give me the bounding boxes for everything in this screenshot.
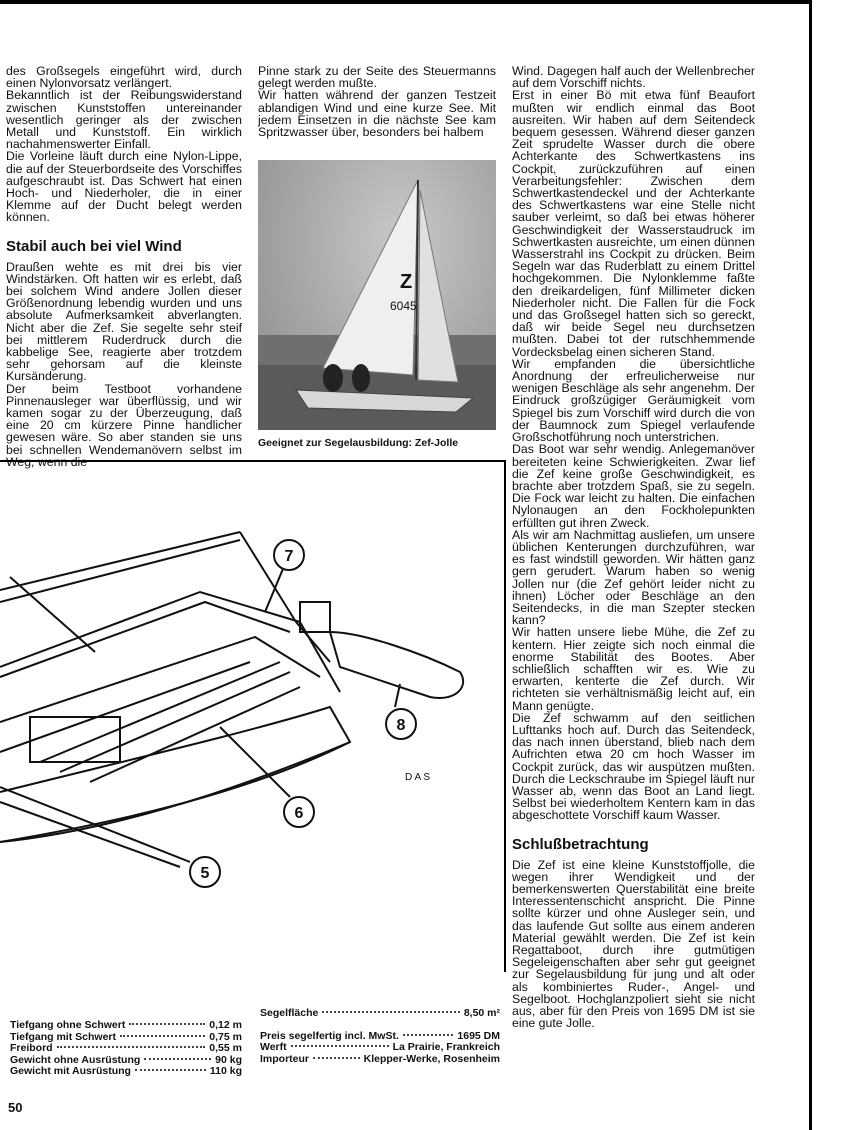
boat-diagram: [0, 460, 506, 972]
col3-paragraph: Wir hatten unsere liebe Mühe, die Zef zu kentern. Hier zeigte sich noch einmal die enorme Stabilität des Bootes. Aber schließlich schafften wir es. Wie zu erwarten, kenterte die Zef durch. Wir richteten sie verhältnismäßig leicht auf, ein Mann genügte.: [512, 625, 755, 713]
spec-row: Freibord 0,55 m: [10, 1042, 242, 1054]
section-heading-schluss: Schlußbetrachtung: [512, 835, 649, 853]
spec-row: Importeur Klepper-Werke, Rosenheim: [260, 1052, 500, 1065]
col1-paragraph: Die Vorleine läuft durch eine Nylon-Lippe, die auf der Steuerbordseite des Vorschiffes aufgeschraubt ist. Das Schwert hat einen Hoch- und Niederholer, die in einer Klemme auf der Ducht belegt werden können.: [6, 149, 242, 225]
col3-paragraph: Erst in einer Bö mit etwa fünf Beaufort mußten wir endlich einmal das Boot ausreiten. Wir haben auf dem Seitendeck bequem gesessen. Während dieser ganzen Zeit sprudelte Wasser durch die obere Achterkante des Schwertkastens ins Cockpit, zurückzuführen auf einen Verarbeitungsfehler: Zwischen dem Schwertkastendeckel und der Achterkante des Schwertkastens war eine Stelle nicht sauber verleimt, so daß bei etwas höherer Geschwindigkeit der Wasserstaudruck im Schwertkasten ausreichte, um einen dünnen Wasserstrahl ins Cockpit zu drücken. Beim Segeln war das Ruderblatt zu einem Drittel hochgekommen. Die Nylonklemme faßte den dreikardeligen, fünf Millimeter dicken Niederholer nicht. Die Fallen für die Fock und das Großsegel hatten sich so gereckt, daß wir beide Segel neu durchsetzen mußten. Dabei tot der rutschhemmende Vordecksbelag einen sicheren Stand.: [512, 88, 755, 359]
col3-paragraph: Wir empfanden die übersichtliche Anordnung der erfreulicherweise nur wenigen Beschläge als sehr angenehm. Der Eindruck großzügiger Geräumigkeit vom Spiegel bis zum Vorschiff wird durch die von der Baumnock zum Spiegel verlaufende Großschotführung noch unterstrichen.: [512, 356, 755, 445]
spec-row: Segelfläche 8,50 m²: [260, 1007, 500, 1019]
column-1: [6, 65, 242, 468]
col2-paragraph: Pinne stark zu der Seite des Steuermanns gelegt werden mußte.: [258, 64, 496, 91]
spec-row: Tiefgang ohne Schwert 0,12 m: [10, 1019, 242, 1031]
sailboat-photo: [258, 160, 496, 430]
callout-6: 6: [294, 805, 304, 822]
col3-paragraph: Das Boot war sehr wendig. Anlegemanöver bereiteten keine Schwierigkeiten. Zwar lief die Zef keine große Geschwindigkeit, es brachte aber trotzdem Spaß, sie zu segeln. Die Fock war leicht zu halten. Die einfachen Nylonaugen an den Fockholepunkten erfüllten gut ihren Zweck.: [512, 442, 755, 530]
spec-row: Preis segelfertig incl. MwSt. 1695 DM: [260, 1029, 500, 1042]
right-rule: [809, 0, 812, 1130]
column-2: [258, 65, 496, 138]
spec-row: Gewicht mit Ausrüstung 110 kg: [10, 1065, 242, 1077]
col1-paragraph: Bekanntlich ist der Reibungswiderstand zwischen Kunststoffen untereinander wesentlich geringer als der zwischen Metall und Kunststoff. Ein wirklich nachahmenswerter Einfall.: [6, 88, 242, 152]
sail-number: 6045: [390, 299, 417, 313]
col1-paragraph: Draußen wehte es mit drei bis vier Windstärken. Oft hatten wir es erlebt, daß bei solchem Wind andere Jollen dieser Größenordnung lebendig wurden und uns absolute Aufmerksamkeit abverlangten. Nicht aber die Zef. Sie segelte sehr steif bei mittlerem Ruderdruck durch die kabbelige See, reagierte aber trotzdem sehr gehorsam auf die kleinste Kursänderung.: [6, 259, 242, 384]
sail-letter: Z: [400, 271, 413, 293]
page-number: 50: [8, 1100, 23, 1115]
top-rule: [0, 0, 810, 4]
col3-paragraph: Die Zef ist eine kleine Kunststoffjolle, die wegen ihrer Wendigkeit und der bemerkenswerten Querstabilität eine breite Interessentenschicht anspricht. Die Pinne sollte kürzer und ohne Ausleger sein, und das laufende Gut sollte aus einem anderen Material gewählt werden. Die Zef ist kein Regattaboot, durch ihre gutmütigen Segeleigenschaften aber sehr gut geeignet zur Segelausbildung für jung und alt oder als kombiniertes Ruder-, Angel- und Segelboot. Hochglanzpoliert sieht sie nicht aus, aber für den Preis von 1695 DM ist sie eine gute Jolle.: [512, 857, 755, 1031]
spec-right: [260, 1008, 500, 1065]
col1-paragraph: Der beim Testboot vorhandene Pinnenausleger war überflüssig, und wir kamen sogar zu der Überzeugung, daß eine 20 cm kürzere Pinne handlicher gewesen wäre. So aber standen sie uns bei schnellen Wendemanövern selbst im Weg, wenn die: [6, 381, 242, 469]
col3-paragraph: Als wir am Nachmittag ausliefen, um unsere üblichen Kenterungen durchzuführen, war es fast windstill geworden. Wir hätten ganz gern gerudert. Warum haben so wenig Jollen nur (die Zef gehört leider nicht zu ihnen) Löcher oder Beschläge an den Seitendecks, in die man Szepter stecken kann?: [512, 527, 755, 628]
spec-row: Gewicht ohne Ausrüstung 90 kg: [10, 1053, 242, 1066]
callout-7: 7: [284, 548, 294, 565]
callout-8: 8: [396, 717, 406, 734]
photo-caption: Geeignet zur Segelausbildung: Zef-Jolle: [258, 437, 459, 449]
spec-left: [10, 1020, 242, 1078]
col3-paragraph: Die Zef schwamm auf den seitlichen Lufttanks hoch auf. Durch das Seitendeck, das nach innen überstand, blieb nach dem Aufrichten etwa 20 cm hoch Wasser im Cockpit zurück, das wir auspützen mußten. Durch die Leckschraube im Spiegel läuft nur Wasser ab, wenn das Boot an Land liegt. Selbst bei wiederholtem Kentern kam in das abgeschottete Vorschiff kaum Wasser.: [512, 710, 755, 823]
spec-row: Tiefgang mit Schwert 0,75 m: [10, 1030, 242, 1043]
col3-paragraph: Wind. Dagegen half auch der Wellenbrecher auf dem Vorschiff nichts.: [512, 64, 755, 91]
col2-paragraph: Wir hatten während der ganzen Testzeit ablandigen Wind und eine kurze See. Mit jedem Einsetzen in die nächste See kam Spritzwasser über, besonders bei halbem: [258, 88, 496, 140]
column-3: [512, 65, 755, 1029]
artist-signature: D A S: [405, 772, 431, 783]
callout-5: 5: [200, 865, 210, 882]
spec-row: Werft La Prairie, Frankreich: [260, 1041, 500, 1053]
sailboat-photo-image: [258, 160, 496, 430]
section-heading-stabil: Stabil auch bei viel Wind: [6, 237, 182, 255]
boat-diagram-drawing: [0, 462, 504, 972]
col1-paragraph: des Großsegels eingeführt wird, durch einen Nylonvorsatz verlängert.: [6, 64, 242, 91]
